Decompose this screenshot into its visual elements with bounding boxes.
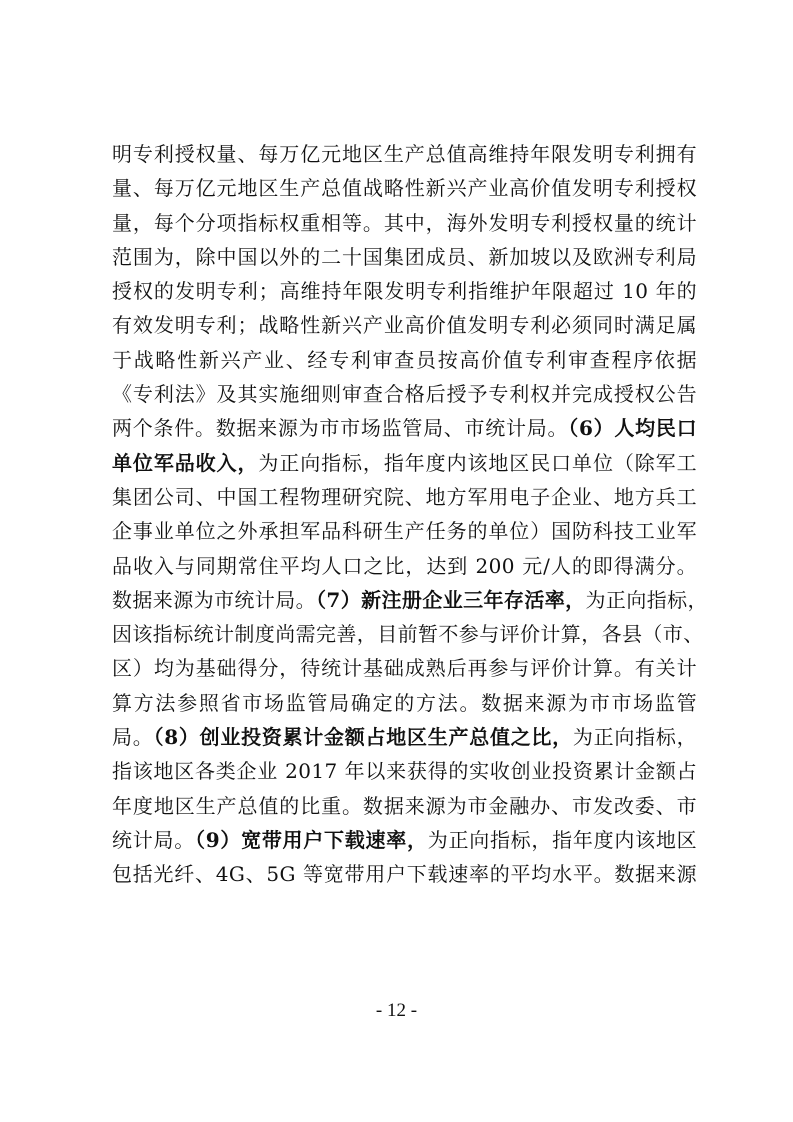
text-line: [112, 789, 697, 823]
body-text-segment: 于战略性新兴产业、经专利审查员按高价值专利审查程序依据: [112, 347, 697, 372]
body-text-segment: 品收入与同期常住平均人口之比，达到 200 元/人的即得满分。: [112, 553, 697, 578]
text-line: [112, 206, 697, 240]
body-text-segment: 年度地区生产总值的比重。数据来源为市金融办、市发改委、市: [112, 793, 697, 818]
text-line: [112, 171, 697, 205]
bold-heading-text: （8）创业投资累计金额占地区生产总值之比，: [153, 725, 573, 750]
text-line: [112, 377, 697, 411]
text-line: [112, 446, 697, 480]
body-text-segment: 局。: [112, 725, 154, 750]
body-text-segment: 集团公司、中国工程物理研究院、地方军用电子企业、地方兵工: [112, 484, 697, 509]
body-text-segment: 授权的发明专利；高维持年限发明专利指维护年限超过 10 年的: [112, 279, 697, 304]
text-line: [112, 411, 697, 445]
text-line: [112, 823, 697, 857]
body-text-segment: 企事业单位之外承担军品科研生产任务的单位）国防科技工业军: [112, 519, 697, 544]
body-text-segment: 明专利授权量、每万亿元地区生产总值高维持年限发明专利拥有: [112, 142, 697, 166]
body-text-segment: 区）均为基础得分，待统计基础成熟后再参与评价计算。有关计: [112, 656, 697, 681]
body-text-segment: 指该地区各类企业 2017 年以来获得的实收创业投资累计金额占: [112, 759, 697, 784]
body-paragraph: [112, 137, 708, 892]
body-text-segment: 为正向指标，: [572, 725, 697, 750]
body-text-segment: 为正向指标，指年度内该地区民口单位（除军工: [258, 450, 697, 475]
text-line: [112, 343, 697, 377]
text-line: [112, 308, 697, 342]
text-line: [112, 651, 697, 685]
body-text-segment: 包括光纤、4G、5G 等宽带用户下载速率的平均水平。数据来源: [112, 862, 697, 887]
bold-heading-text: 单位军品收入，: [112, 450, 259, 475]
body-text-segment: 数据来源为市统计局。: [112, 587, 316, 612]
text-line: [112, 720, 697, 754]
body-text-segment: 算方法参照省市场监管局确定的方法。数据来源为市市场监管: [112, 690, 697, 715]
bold-heading-text: （7）新注册企业三年存活率，: [316, 587, 586, 612]
body-text-segment: 为正向指标，: [585, 587, 708, 612]
bold-heading-text: （6）人均民口: [568, 416, 697, 441]
text-line: [112, 274, 697, 308]
text-line: [112, 754, 697, 788]
bold-heading-text: （9）宽带用户下载速率，: [194, 827, 428, 852]
body-text-segment: 量，每个分项指标权重相等。其中，海外发明专利授权量的统计: [112, 210, 697, 235]
body-text-segment: 统计局。: [112, 827, 195, 852]
text-line: [112, 686, 697, 720]
body-text-segment: 范围为，除中国以外的二十国集团成员、新加坡以及欧洲专利局: [112, 244, 697, 269]
text-line: [112, 480, 697, 514]
body-text-segment: 因该指标统计制度尚需完善，目前暂不参与评价计算，各县（市、: [112, 622, 704, 647]
text-line: [112, 549, 697, 583]
text-line: [112, 857, 697, 891]
text-line: [112, 583, 708, 617]
text-line: [112, 137, 697, 171]
body-text-segment: 量、每万亿元地区生产总值战略性新兴产业高价值发明专利授权: [112, 176, 697, 201]
body-text-segment: 《专利法》及其实施细则审查合格后授予专利权并完成授权公告: [112, 382, 697, 407]
body-text-segment: 为正向指标，指年度内该地区: [427, 827, 697, 852]
body-text-segment: 两个条件。数据来源为市市场监管局、市统计局。: [112, 416, 569, 441]
text-line: [112, 240, 697, 274]
text-line: [112, 617, 704, 651]
body-text-segment: 有效发明专利；战略性新兴产业高价值发明专利必须同时满足属: [112, 313, 697, 338]
text-line: [112, 514, 697, 548]
page-number: - 12 -: [375, 1000, 418, 1021]
